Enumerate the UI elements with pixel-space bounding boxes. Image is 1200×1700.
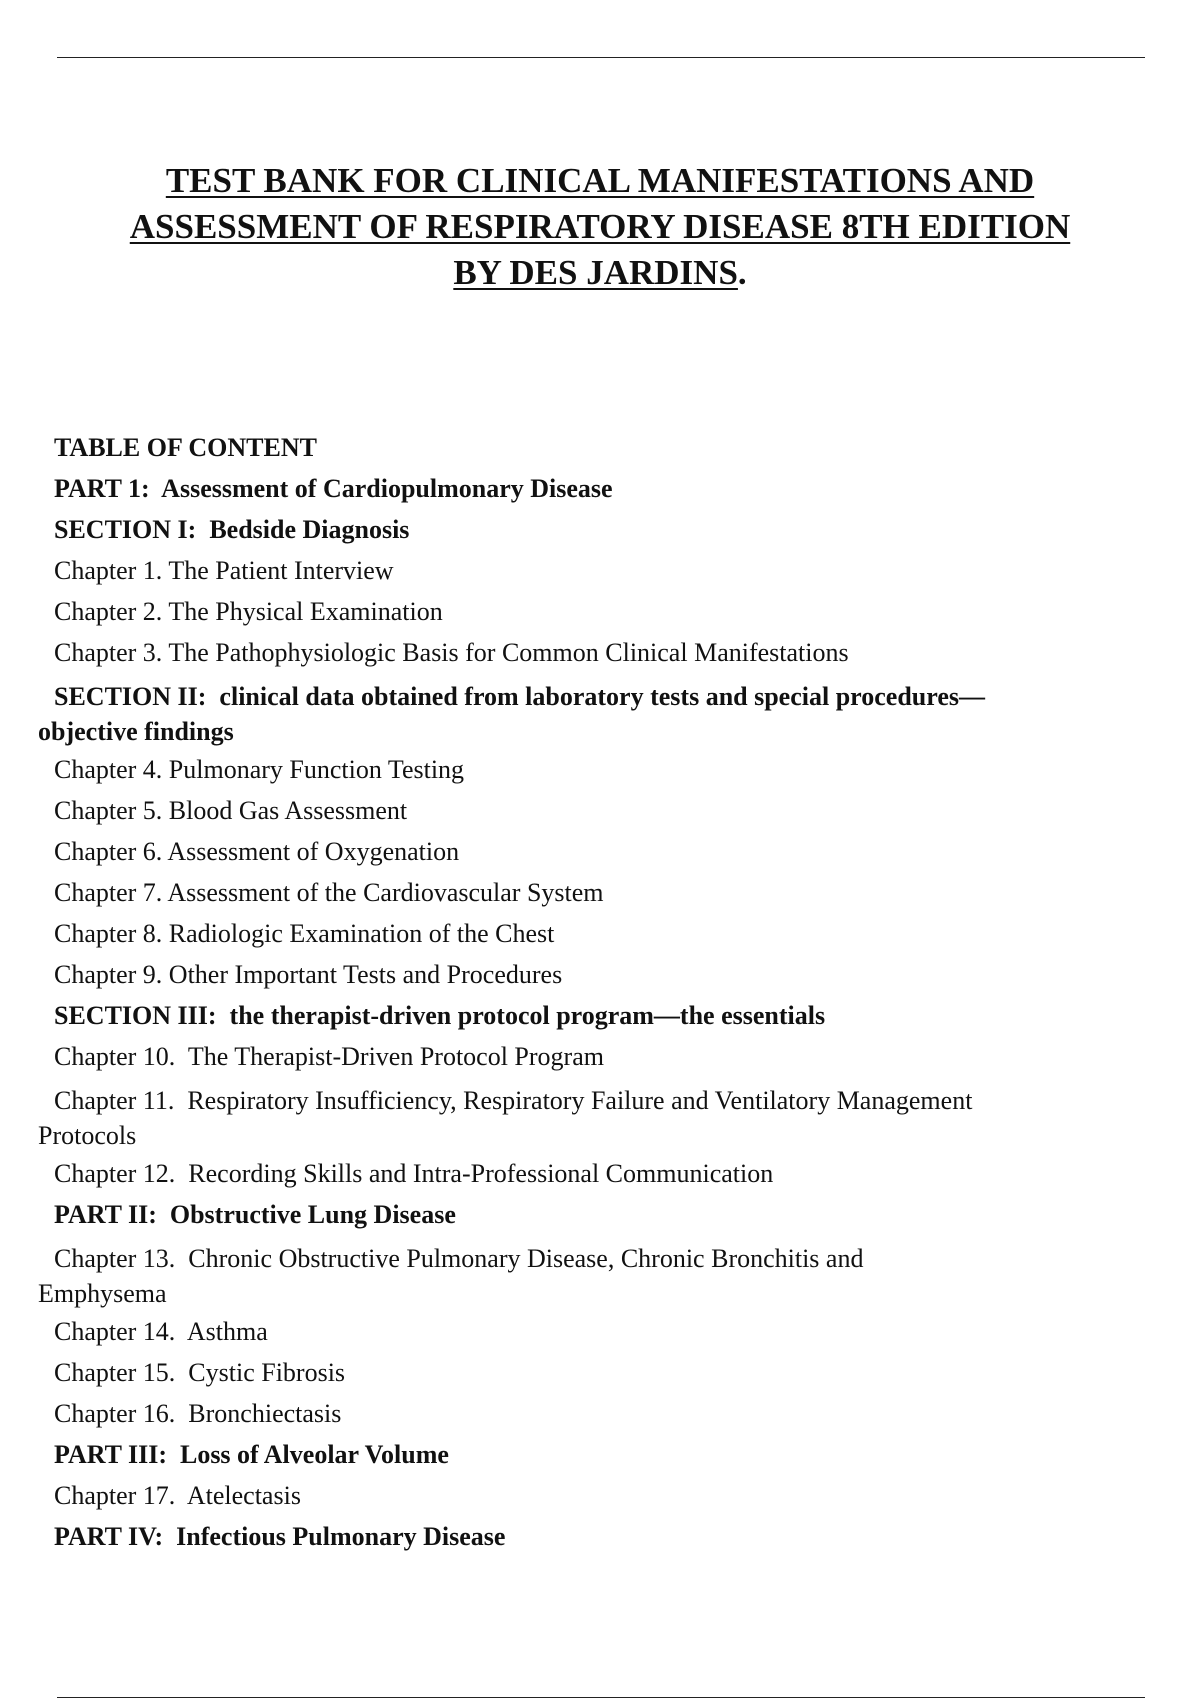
toc-heading-text: TABLE OF CONTENT — [54, 433, 317, 462]
toc-chapter-12 — [38, 1159, 1118, 1200]
title-line-3: BY DES JARDINS — [453, 253, 738, 292]
toc-chapter-14-text: Chapter 14. Asthma — [54, 1317, 268, 1346]
toc-chapter-3 — [38, 638, 1118, 679]
toc-section-1-text: SECTION I: Bedside Diagnosis — [54, 515, 410, 544]
toc-section-2 — [38, 679, 1118, 755]
toc-chapter-17-text: Chapter 17. Atelectasis — [54, 1481, 301, 1510]
toc-chapter-6 — [38, 837, 1118, 878]
toc-part-2-text: PART II: Obstructive Lung Disease — [54, 1200, 456, 1229]
toc-chapter-7 — [38, 878, 1118, 919]
toc-part-3 — [38, 1440, 1118, 1481]
toc-chapter-11-line-2: Protocols — [38, 1121, 137, 1150]
toc-chapter-12-text: Chapter 12. Recording Skills and Intra-Professional Communication — [54, 1159, 774, 1188]
toc-chapter-13 — [38, 1241, 1118, 1317]
toc-chapter-8 — [38, 919, 1118, 960]
toc-chapter-1-text: Chapter 1. The Patient Interview — [54, 556, 394, 585]
toc-chapter-5 — [38, 796, 1118, 837]
toc-chapter-10-text: Chapter 10. The Therapist-Driven Protocol Program — [54, 1042, 604, 1071]
toc-section-3 — [38, 1001, 1118, 1042]
toc-chapter-17 — [38, 1481, 1118, 1522]
toc-section-2-line-1: SECTION II: clinical data obtained from laboratory tests and special procedures— — [54, 682, 985, 711]
toc-chapter-9 — [38, 960, 1118, 1001]
toc-chapter-9-text: Chapter 9. Other Important Tests and Procedures — [54, 960, 563, 989]
toc-chapter-3-text: Chapter 3. The Pathophysiologic Basis for Common Clinical Manifestations — [54, 638, 849, 667]
toc-chapter-15-text: Chapter 15. Cystic Fibrosis — [54, 1358, 346, 1387]
toc-part-4 — [38, 1522, 1118, 1563]
toc-chapter-5-text: Chapter 5. Blood Gas Assessment — [54, 796, 408, 825]
toc-chapter-10 — [38, 1042, 1118, 1083]
toc-chapter-13-line-1: Chapter 13. Chronic Obstructive Pulmonary Disease, Chronic Bronchitis and — [54, 1244, 864, 1273]
toc-section-3-text: SECTION III: the therapist-driven protocol program—the essentials — [54, 1001, 826, 1030]
toc-chapter-11-line-1: Chapter 11. Respiratory Insufficiency, Respiratory Failure and Ventilatory Management — [54, 1086, 973, 1115]
title-line-1: TEST BANK FOR CLINICAL MANIFESTATIONS AND — [165, 161, 1035, 200]
toc-section-2-line-2: objective findings — [38, 717, 234, 746]
toc-chapter-16 — [38, 1399, 1118, 1440]
bottom-rule — [57, 1697, 1145, 1698]
toc-chapter-4 — [38, 755, 1118, 796]
toc-chapter-1 — [38, 556, 1118, 597]
toc-chapter-14 — [38, 1317, 1118, 1358]
title-line-2: ASSESSMENT OF RESPIRATORY DISEASE 8TH EDITION — [129, 207, 1071, 246]
toc-chapter-2-text: Chapter 2. The Physical Examination — [54, 597, 443, 626]
toc-heading — [38, 433, 1118, 474]
toc-part-1 — [38, 474, 1118, 515]
toc-chapter-16-text: Chapter 16. Bronchiectasis — [54, 1399, 342, 1428]
toc-chapter-13-line-2: Emphysema — [38, 1279, 167, 1308]
toc-chapter-11 — [38, 1083, 1118, 1159]
toc-chapter-2 — [38, 597, 1118, 638]
toc-chapter-8-text: Chapter 8. Radiologic Examination of the Chest — [54, 919, 555, 948]
table-of-contents — [38, 433, 1118, 1563]
toc-part-4-text: PART IV: Infectious Pulmonary Disease — [54, 1522, 506, 1551]
toc-chapter-4-text: Chapter 4. Pulmonary Function Testing — [54, 755, 465, 784]
toc-section-1 — [38, 515, 1118, 556]
document-title — [60, 158, 1140, 296]
top-rule — [57, 57, 1145, 58]
toc-part-3-text: PART III: Loss of Alveolar Volume — [54, 1440, 449, 1469]
toc-part-1-text: PART 1: Assessment of Cardiopulmonary Disease — [54, 474, 613, 503]
title-period: . — [737, 253, 747, 292]
toc-chapter-6-text: Chapter 6. Assessment of Oxygenation — [54, 837, 460, 866]
toc-chapter-15 — [38, 1358, 1118, 1399]
toc-chapter-7-text: Chapter 7. Assessment of the Cardiovascular System — [54, 878, 604, 907]
toc-part-2 — [38, 1200, 1118, 1241]
